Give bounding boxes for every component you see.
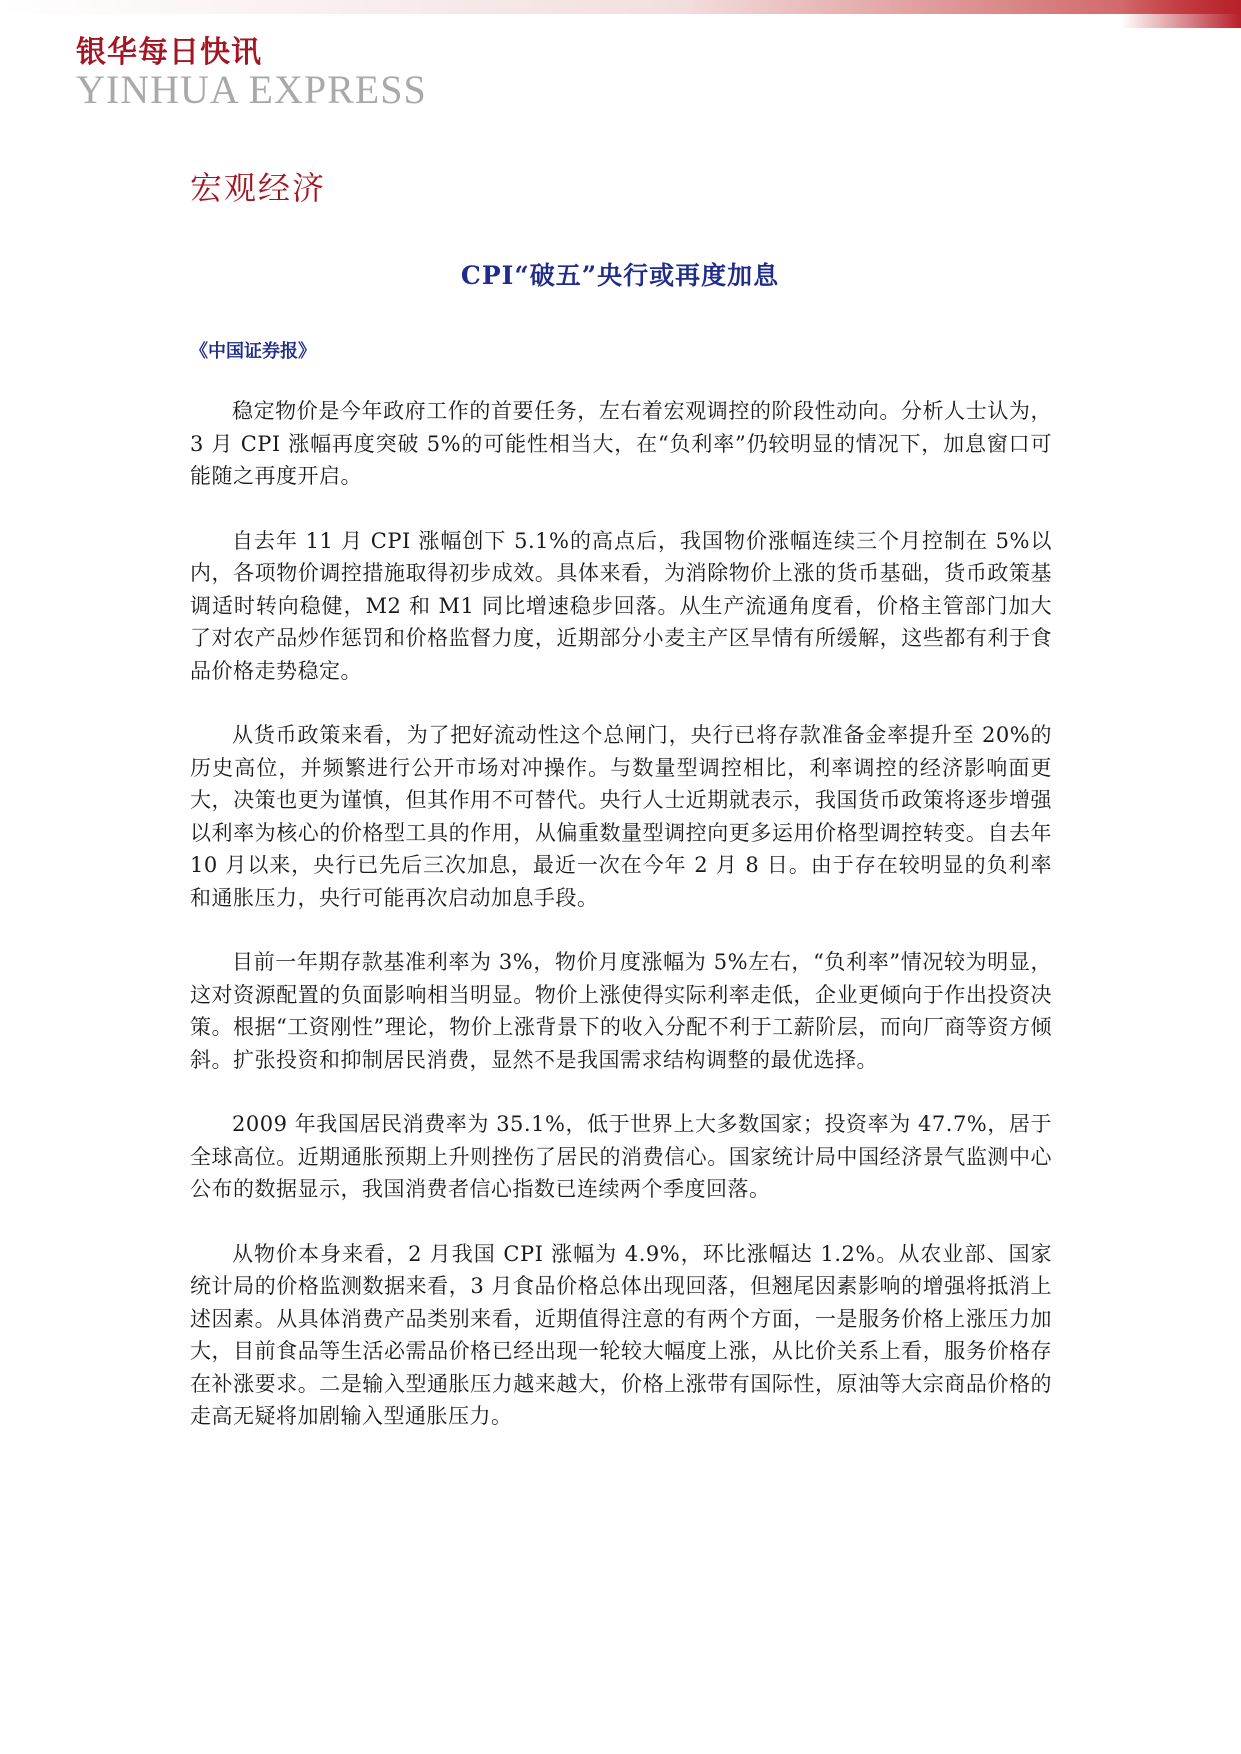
article-paragraph-6: 从物价本身来看，2 月我国 CPI 涨幅为 4.9%，环比涨幅达 1.2%。从农业部、国家统计局的价格监测数据来看，3 月食品价格总体出现回落，但翘尾因素影响的增强将抵消上述因素。从具体消费产品类别来看，近期值得注意的有两个方面，一是服务价格上涨压力加大，目前食品等生活必需品价格已经出现一轮较大幅度上涨，从比价关系上看，服务价格存在补涨要求。二是输入型通胀压力越来越大，价格上涨带有国际性，原油等大宗商品价格的走高无疑将加剧输入型通胀压力。	[190, 1241, 1052, 1428]
section-title: 宏观经济	[190, 169, 327, 207]
header-corner-accent	[1121, 0, 1241, 28]
article-source: 《中国证券报》	[190, 341, 316, 362]
brand-logo	[76, 34, 427, 110]
logo-english-title: YINHUA EXPRESS	[76, 67, 427, 112]
article-paragraph-3: 从货币政策来看，为了把好流动性这个总闸门，央行已将存款准备金率提升至 20%的历史高位，并频繁进行公开市场对冲操作。与数量型调控相比，利率调控的经济影响面更大，决策也更为谨慎，但其作用不可替代。央行人士近期就表示，我国货币政策将逐步增强以利率为核心的价格型工具的作用，从偏重数量型调控向更多运用价格型调控转变。自去年 10 月以来，央行已先后三次加息，最近一次在今年 2 月 8 日。由于存在较明显的负利率和通胀压力，央行可能再次启动加息手段。	[190, 723, 1052, 910]
article-paragraph-5: 2009 年我国居民消费率为 35.1%，低于世界上大多数国家；投资率为 47.7%，居于全球高位。近期通胀预期上升则挫伤了居民的消费信心。国家统计局中国经济景气监测中心公布的数据显示，我国消费者信心指数已连续两个季度回落。	[190, 1112, 1052, 1201]
logo-chinese-title: 银华每日快讯	[76, 35, 262, 70]
article-body	[190, 395, 1052, 1465]
article-headline: CPI“破五”央行或再度加息	[460, 261, 780, 290]
article-paragraph-2: 自去年 11 月 CPI 涨幅创下 5.1%的高点后，我国物价涨幅连续三个月控制在 5%以内，各项物价调控措施取得初步成效。具体来看，为消除物价上涨的货币基础，货币政策基调适时转向稳健，M2 和 M1 同比增速稳步回落。从生产流通角度看，价格主管部门加大了对农产品炒作惩罚和价格监督力度，近期部分小麦主产区旱情有所缓解，这些都有利于食品价格走势稳定。	[190, 528, 1052, 683]
article-paragraph-1: 稳定物价是今年政府工作的首要任务，左右着宏观调控的阶段性动向。分析人士认为，3 月 CPI 涨幅再度突破 5%的可能性相当大，在“负利率”仍较明显的情况下，加息窗口可能随之再度开启。	[190, 399, 1052, 488]
header-gradient-bar	[0, 0, 1241, 14]
article-paragraph-4: 目前一年期存款基准利率为 3%，物价月度涨幅为 5%左右，“负利率”情况较为明显，这对资源配置的负面影响相当明显。物价上涨使得实际利率走低，企业更倾向于作出投资决策。根据“工资刚性”理论，物价上涨背景下的收入分配不利于工薪阶层，而向厂商等资方倾斜。扩张投资和抑制居民消费，显然不是我国需求结构调整的最优选择。	[190, 950, 1052, 1072]
